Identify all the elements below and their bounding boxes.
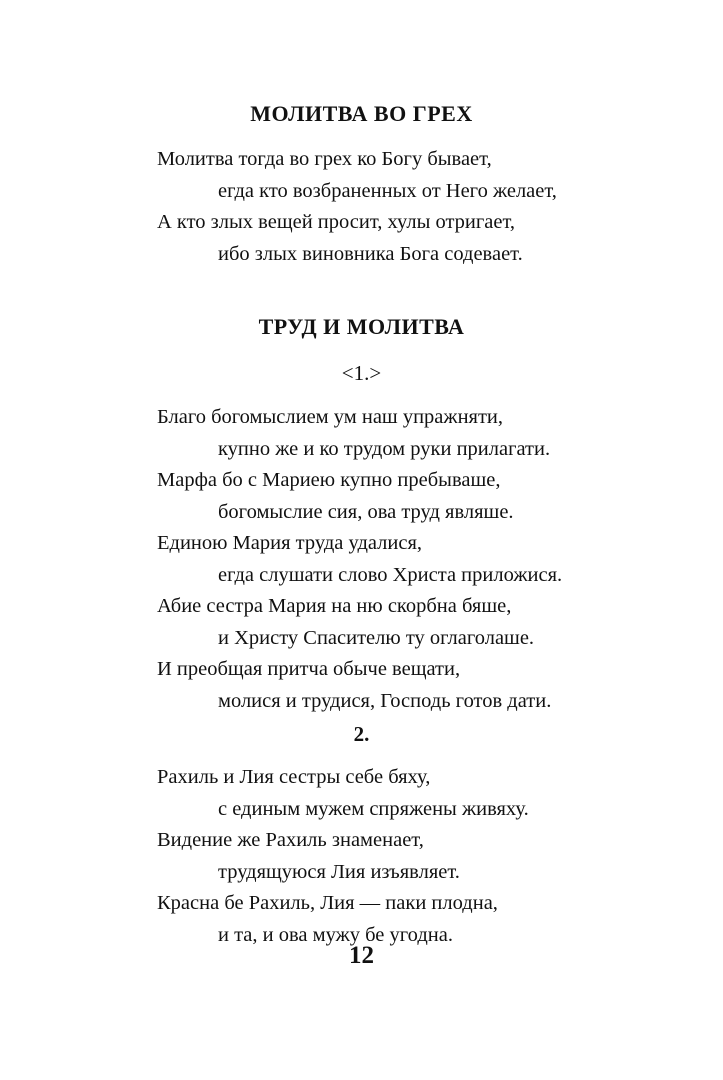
poem-title-molitva-vo-greh: МОЛИТВА ВО ГРЕХ [250, 101, 473, 126]
poem-stanza-part-2 [157, 762, 697, 951]
verse-line: Красна бе Рахиль, Лия — паки плодна, [157, 892, 498, 914]
part-number-2: 2. [353, 722, 370, 746]
verse-line: Абие сестра Мария на ню скорбна бяше, [157, 595, 512, 617]
verse-line: егда кто возбраненных от Него желает, [218, 179, 557, 202]
verse-line: А кто злых вещей просит, хулы отригает, [157, 211, 516, 233]
verse-line: И преобщая притча обыче вещати, [157, 658, 461, 680]
verse-line: и та, и ова мужу бе угодна. [218, 923, 453, 946]
verse-line: молися и трудися, Господь готов дати. [218, 689, 552, 712]
verse-line: богомыслие сия, ова труд являше. [218, 500, 514, 523]
verse-line: и Христу Спасителю ту оглаголаше. [218, 626, 535, 649]
part-number-1: <1.> [341, 361, 382, 385]
verse-line: ибо злых виновника Бога содевает. [218, 242, 523, 265]
verse-line: Марфа бо с Мариею купно пребываше, [157, 469, 501, 491]
verse-line: Благо богомыслием ум наш упражняти, [157, 406, 504, 428]
poem-stanza-part-1 [157, 402, 697, 717]
poem-title-trud-i-molitva: ТРУД И МОЛИТВА [258, 314, 465, 339]
poem-stanza-molitva-vo-greh [157, 144, 697, 270]
verse-line: Рахиль и Лия сестры себе бяху, [157, 766, 431, 788]
page-number: 12 [349, 942, 374, 969]
verse-line: купно же и ко трудом руки прилагати. [218, 437, 551, 460]
verse-line: егда слушати слово Христа приложися. [218, 563, 563, 586]
verse-line: трудящуюся Лия изъявляет. [218, 860, 460, 883]
verse-line: Молитва тогда во грех ко Богу бывает, [157, 148, 492, 170]
verse-line: Единою Мария труда удалися, [157, 532, 423, 554]
verse-line: Видение же Рахиль знаменает, [157, 829, 424, 851]
verse-line: с единым мужем спряжены живяху. [218, 797, 529, 820]
